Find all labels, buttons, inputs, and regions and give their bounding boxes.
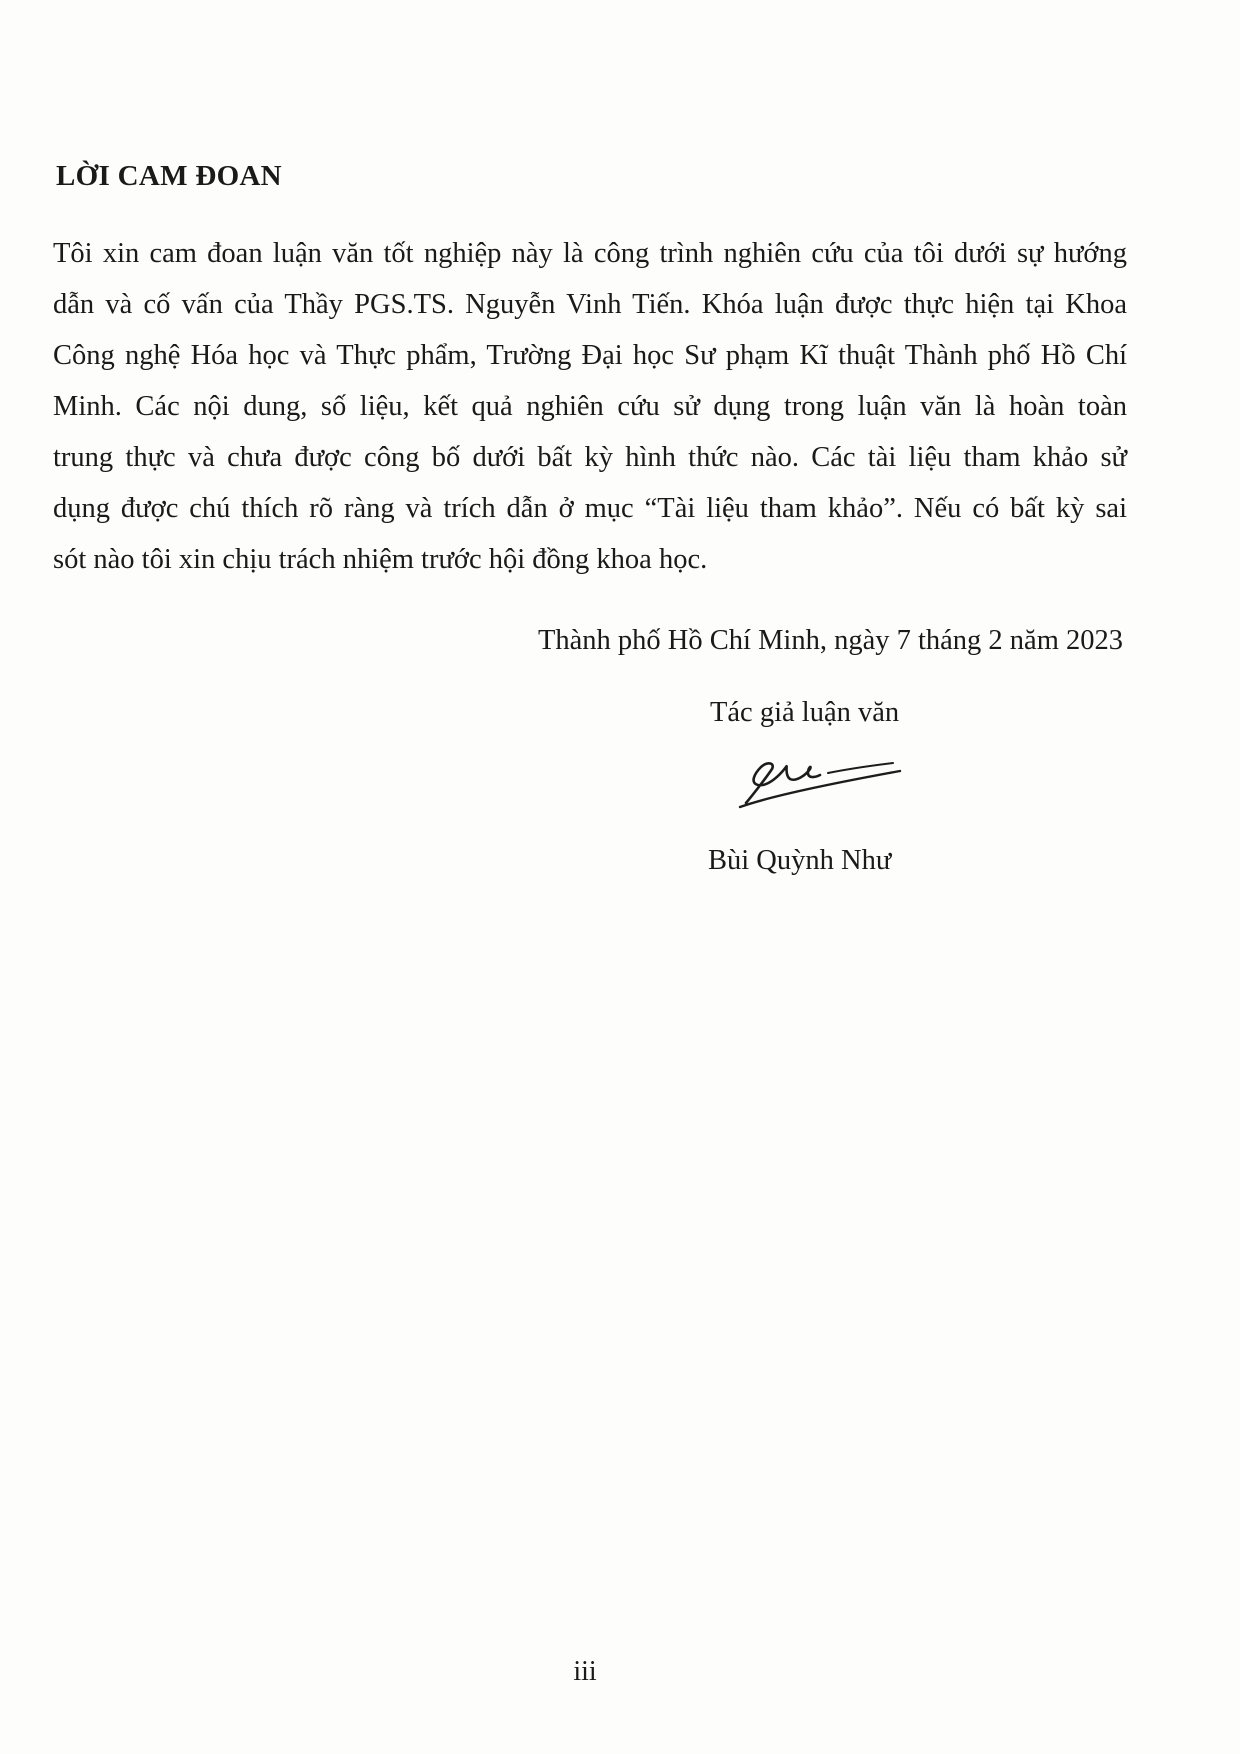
paragraph-line: Công nghệ Hóa học và Thực phẩm, Trường Đại học Sư phạm Kĩ thuật Thành phố Hồ Chí xyxy=(53,340,1127,371)
declaration-paragraph xyxy=(53,237,1127,594)
paragraph-line: dụng được chú thích rõ ràng và trích dẫn ở mục “Tài liệu tham khảo”. Nếu có bất kỳ sai xyxy=(53,493,1127,524)
paragraph-line: trung thực và chưa được công bố dưới bất kỳ hình thức nào. Các tài liệu tham khảo sử xyxy=(53,442,1127,473)
page-number: iii xyxy=(573,1656,597,1687)
paragraph-line: sót nào tôi xin chịu trách nhiệm trước hội đồng khoa học. xyxy=(53,544,708,575)
paragraph-line: dẫn và cố vấn của Thầy PGS.TS. Nguyễn Vinh Tiến. Khóa luận được thực hiện tại Khoa xyxy=(53,289,1127,320)
paragraph-line: Tôi xin cam đoan luận văn tốt nghiệp này là công trình nghiên cứu của tôi dưới sự hướng xyxy=(53,238,1127,269)
author-name: Bùi Quỳnh Như xyxy=(708,845,892,876)
author-label: Tác giả luận văn xyxy=(710,697,900,728)
page-title: LỜI CAM ĐOAN xyxy=(56,160,282,192)
date-place-line: Thành phố Hồ Chí Minh, ngày 7 tháng 2 năm 2023 xyxy=(538,625,1123,656)
handwritten-signature-icon xyxy=(728,745,908,815)
paragraph-line: Minh. Các nội dung, số liệu, kết quả nghiên cứu sử dụng trong luận văn là hoàn toàn xyxy=(53,391,1127,422)
